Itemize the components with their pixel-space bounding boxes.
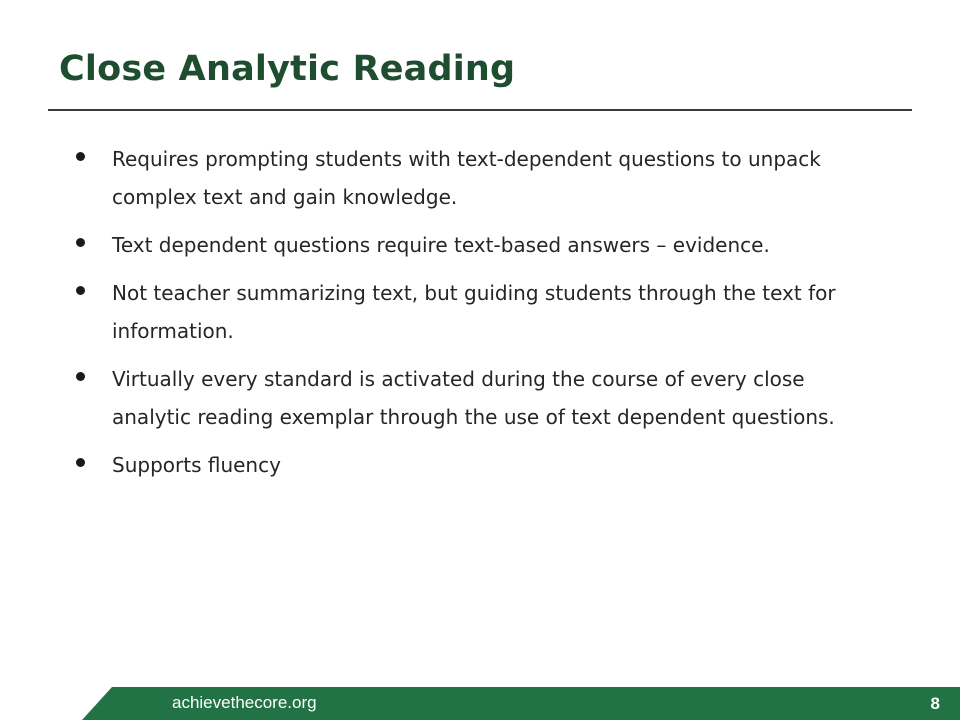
bullet-dot-icon bbox=[76, 152, 85, 161]
bullet-item-2 bbox=[74, 226, 884, 264]
bullet-text-2: Text dependent questions require text-based answers – evidence. bbox=[112, 233, 770, 257]
bullet-list bbox=[74, 140, 884, 494]
bullet-text-5: Supports fluency bbox=[112, 453, 281, 477]
bullet-item-1 bbox=[74, 140, 884, 216]
bullet-text-1: Requires prompting students with text-dependent questions to unpack complex text and gain knowledge. bbox=[112, 147, 821, 209]
footer-url[interactable]: achievethecore.org bbox=[172, 693, 317, 712]
bullet-text-3: Not teacher summarizing text, but guiding students through the text for information. bbox=[112, 281, 836, 343]
page-number: 8 bbox=[930, 694, 940, 713]
bullet-dot-icon bbox=[76, 372, 85, 381]
bullet-dot-icon bbox=[76, 458, 85, 467]
bullet-item-3 bbox=[74, 274, 884, 350]
title-divider bbox=[48, 109, 912, 111]
bullet-dot-icon bbox=[76, 286, 85, 295]
bullet-item-4 bbox=[74, 360, 884, 436]
bullet-text-4: Virtually every standard is activated during the course of every close analytic reading exemplar through the use of text dependent questions. bbox=[112, 367, 835, 429]
bullet-dot-icon bbox=[76, 238, 85, 247]
bullet-item-5 bbox=[74, 446, 884, 484]
slide-title: Close Analytic Reading bbox=[59, 49, 516, 89]
